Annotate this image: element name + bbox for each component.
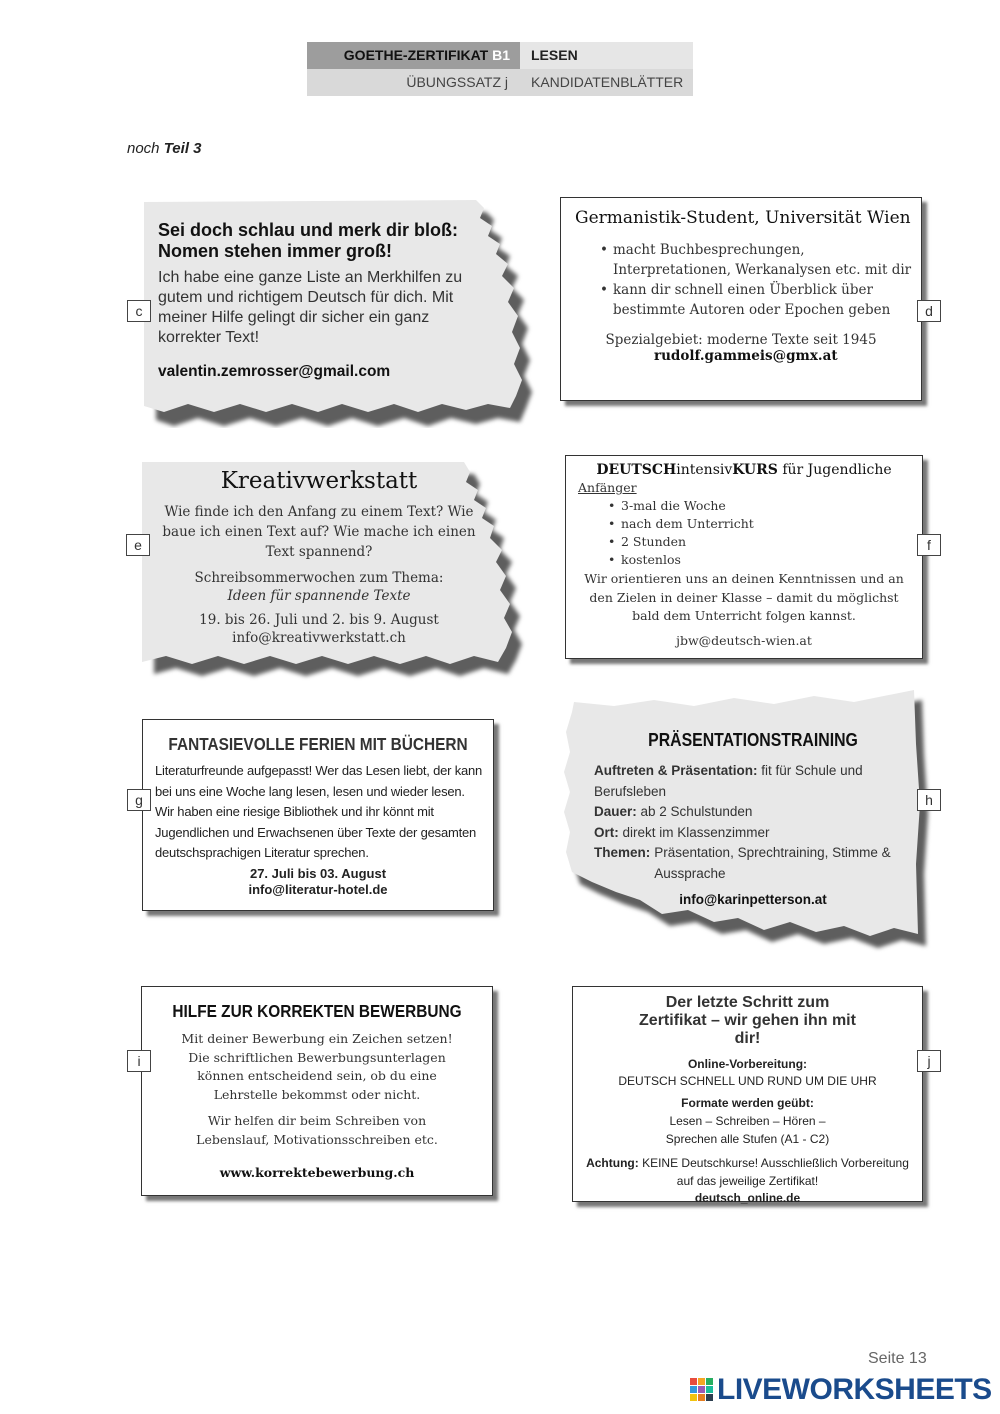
- ad-j: [572, 986, 923, 1205]
- ad-d: [560, 197, 922, 401]
- ad-i-body2: Wir helfen dir beim Schreiben von Lebenslauf, Motivationsschreiben etc.: [196, 1113, 438, 1147]
- brand-logo: [690, 1374, 992, 1406]
- letter-j: j: [917, 1050, 941, 1072]
- ad-f-email: jbw@deutsch-wien.at: [676, 632, 812, 648]
- ad-c-email: valentin.zemrosser@gmail.com: [158, 363, 391, 380]
- letter-f: f: [917, 534, 941, 556]
- ad-j-title: Der letzte Schritt zum Zertifikat – wir gehen ihn mit dir!: [639, 994, 856, 1047]
- ad-j-web: deutsch_online.de: [694, 1191, 801, 1205]
- ad-f-title: DEUTSCHintensivKURS für Jugendliche: [596, 462, 892, 478]
- ad-j-line2: Lesen – Schreiben – Hören – Sprechen alle Stufen (A1 - C2): [665, 1114, 830, 1146]
- letter-h: h: [917, 789, 941, 811]
- letter-e: e: [126, 534, 150, 556]
- ad-d-bullet: • macht Buchbesprechungen, Interpretationen, Werkanalysen etc. mit dir: [613, 240, 921, 280]
- ad-f-subtitle: Anfänger: [578, 480, 637, 495]
- ad-h-row: Dauer: ab 2 Schulstunden: [594, 804, 753, 819]
- ad-i-title: HILFE ZUR KORREKTEN BEWERBUNG: [172, 1001, 462, 1021]
- ad-g-email: info@literatur-hotel.de: [248, 881, 388, 897]
- brand-blocks-icon: [690, 1377, 714, 1403]
- ad-c: [158, 220, 488, 381]
- ad-h: [594, 730, 912, 907]
- ad-g-dates: 27. Juli bis 03. August: [249, 865, 387, 881]
- page-number: Seite 13: [868, 1350, 927, 1367]
- ad-i: [141, 986, 493, 1196]
- ad-e-email: info@kreativwerkstatt.ch: [232, 630, 406, 646]
- ad-f-bullet: • 2 Stunden: [621, 533, 922, 551]
- ad-h-details: [594, 761, 912, 884]
- ad-g-title: FANTASIEVOLLE FERIEN MIT BÜCHERN: [168, 734, 468, 754]
- ad-d-bullet: • kann dir schnell einen Überblick über bestimmte Autoren oder Epochen geben: [613, 280, 921, 320]
- ad-f-bullet: • nach dem Unterricht: [621, 515, 922, 533]
- header-exam: GOETHE-ZERTIFIKAT B1: [307, 42, 520, 69]
- ad-d-email: rudolf.gammeis@gmx.at: [654, 348, 838, 364]
- ad-h-row: Themen: Präsentation, Sprechtraining, Stimme & Aussprache: [594, 845, 891, 881]
- ad-d-title: Germanistik-Student, Universität Wien: [575, 208, 911, 228]
- ad-h-title: PRÄSENTATIONSTRAINING: [648, 730, 858, 750]
- ad-f-bullet: • 3-mal die Woche: [621, 497, 922, 515]
- header-level: B1: [492, 47, 510, 63]
- ad-e: [160, 468, 478, 646]
- letter-d: d: [917, 300, 941, 322]
- ad-e-theme-label: Schreibsommerwochen zum Thema:: [194, 570, 444, 586]
- ad-j-sub2: Formate werden geübt:: [681, 1096, 814, 1110]
- ad-h-email: info@karinpetterson.at: [679, 892, 827, 907]
- ad-c-title: Sei doch schlau und merk dir bloß: Nomen stehen immer groß!: [158, 220, 459, 261]
- ad-j-line1: DEUTSCH SCHNELL UND RUND UM DIE UHR: [618, 1074, 877, 1088]
- header-sheet: KANDIDATENBLÄTTER: [520, 69, 693, 96]
- ad-d-list: [613, 240, 921, 320]
- letter-i: i: [127, 1050, 151, 1072]
- ad-g: [142, 719, 494, 911]
- ad-j-warning: Achtung: KEINE Deutschkurse! Ausschließlich Vorbereitung auf das jeweilige Zertifikat!: [586, 1156, 909, 1188]
- header-module: LESEN: [520, 42, 693, 69]
- ad-f-body: Wir orientieren uns an deinen Kenntnissen und an den Zielen in deiner Klasse – damit du möglichst bald dem Unterricht folgen kannst.: [584, 571, 904, 623]
- ad-g-body: Literaturfreunde aufgepasst! Wer das Lesen liebt, der kann bei uns eine Woche lang lesen, lesen und wieder lesen. Wir haben eine riesige Bibliothek und ihr könnt mit Jugendlichen und Erwachsenen über Texte der gesamten deutschsprachigen Literatur sprechen.: [155, 763, 483, 860]
- brand-name: LIVEWORKSHEETS: [717, 1373, 992, 1406]
- ad-e-theme: Ideen für spannende Texte: [227, 588, 411, 604]
- ad-h-row: Auftreten & Präsentation: fit für Schule und Berufsleben: [594, 763, 863, 799]
- header-set: ÜBUNGSSATZ j: [307, 69, 520, 96]
- letter-g: g: [127, 789, 151, 811]
- ad-e-dates: 19. bis 26. Juli und 2. bis 9. August: [199, 612, 439, 628]
- letter-c: c: [127, 300, 151, 322]
- ad-i-body1: Mit deiner Bewerbung ein Zeichen setzen! Die schriftlichen Bewerbungsunterlagen können entscheidend sein, ob du eine Lehrstelle bekommst oder nicht.: [181, 1031, 453, 1102]
- ad-c-body: Ich habe eine ganze Liste an Merkhilfen zu gutem und richtigem Deutsch für dich. Mit meiner Hilfe gelingt dir sicher ein ganz korrekter Text!: [158, 269, 463, 346]
- ad-d-special: Spezialgebiet: moderne Texte seit 1945: [605, 332, 877, 348]
- ad-h-row: Ort: direkt im Klassenzimmer: [594, 824, 770, 840]
- ad-f: [565, 455, 923, 659]
- ad-e-title: Kreativwerkstatt: [220, 468, 418, 494]
- ad-f-list: [621, 497, 922, 569]
- ad-e-questions: Wie finde ich den Anfang zu einem Text? Wie baue ich einen Text auf? Wie mache ich einen Text spannend?: [162, 504, 476, 560]
- ad-i-web: www.korrektebewerbung.ch: [219, 1165, 415, 1180]
- ad-f-bullet: • kostenlos: [621, 551, 922, 569]
- part-heading: noch Teil 3: [127, 140, 202, 157]
- ad-j-sub1: Online-Vorbereitung:: [687, 1057, 808, 1071]
